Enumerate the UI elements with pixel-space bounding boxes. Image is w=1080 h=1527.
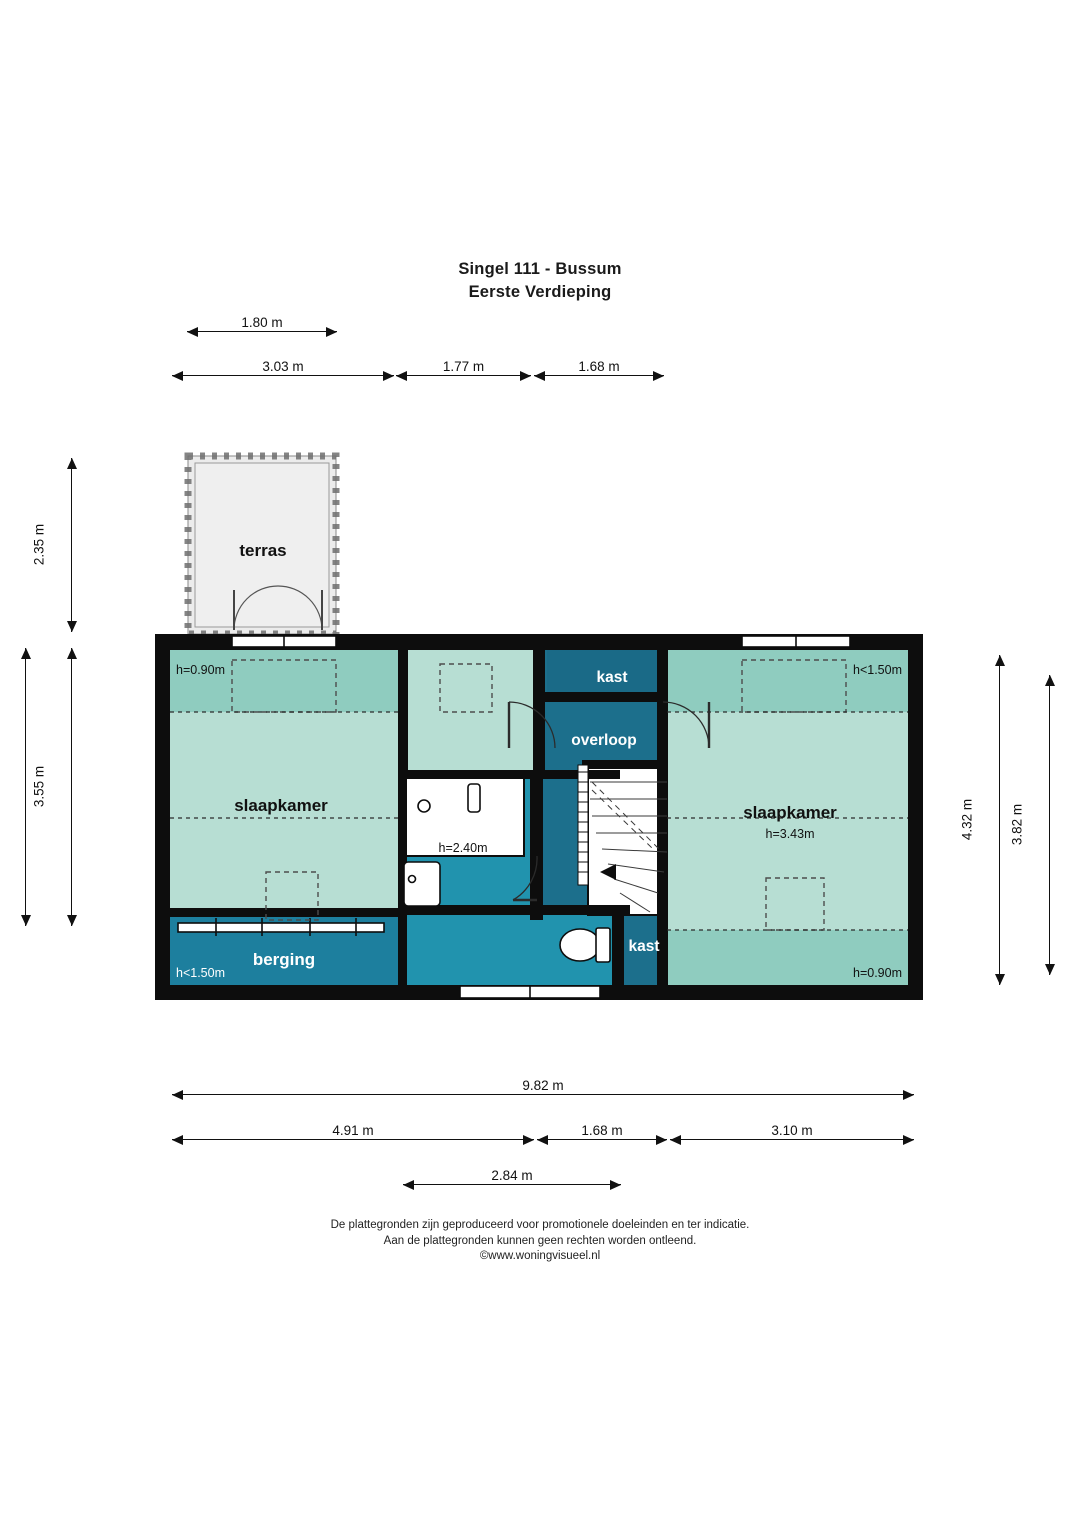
stair-balustrade xyxy=(578,765,588,885)
slope-band-left xyxy=(170,650,398,712)
height-note-right-bottom: h=0.90m xyxy=(853,966,902,980)
dimension-label: 3.82 m xyxy=(1009,797,1026,852)
footer-line-1: De plattegronden zijn geproduceerd voor promotionele doeleinden en ter indicatie. xyxy=(330,1219,750,1231)
height-note-berging: h<1.50m xyxy=(176,966,225,980)
room-label-kast-bottom: kast xyxy=(628,938,660,955)
dimension-label: 9.82 m xyxy=(515,1078,570,1094)
dimension-label: 2.35 m xyxy=(31,517,48,572)
room-label-slaapkamer-left: slaapkamer xyxy=(234,796,328,815)
room-label-berging: berging xyxy=(252,950,316,969)
room-label-terras: terras xyxy=(239,541,287,560)
title-floor: Eerste Verdieping xyxy=(468,283,612,301)
room-height-slaapkamer-right: h=3.43m xyxy=(765,827,815,841)
footer-disclaimer xyxy=(0,1218,1080,1265)
footer-line-3: ©www.woningvisueel.nl xyxy=(479,1250,601,1262)
dimension-label: 4.32 m xyxy=(959,792,976,847)
dimension-label: 2.84 m xyxy=(484,1168,539,1184)
dimension-label: 1.68 m xyxy=(574,1123,629,1139)
dimension-label: 1.80 m xyxy=(234,315,289,331)
room-label-kast-top: kast xyxy=(596,669,628,686)
footer-line-2: Aan de plattegronden kunnen geen rechten worden ontleend. xyxy=(383,1234,697,1247)
landing-light-band xyxy=(398,650,543,770)
dimension-label: 1.77 m xyxy=(436,359,491,375)
height-note-left-top: h=0.90m xyxy=(176,663,225,677)
title-address: Singel 111 - Bussum xyxy=(458,260,622,278)
dimension-label: 1.68 m xyxy=(571,359,626,375)
dimension-label: 3.03 m xyxy=(255,359,310,375)
dimension-label: 4.91 m xyxy=(325,1123,380,1139)
room-label-overloop: overloop xyxy=(571,732,637,749)
dimension-label: 3.10 m xyxy=(764,1123,819,1139)
height-note-right-top: h<1.50m xyxy=(853,663,902,677)
room-label-slaapkamer-right: slaapkamer xyxy=(743,803,837,822)
dimension-label: 3.55 m xyxy=(31,759,48,814)
height-note-bathroom: h=2.40m xyxy=(438,841,488,855)
